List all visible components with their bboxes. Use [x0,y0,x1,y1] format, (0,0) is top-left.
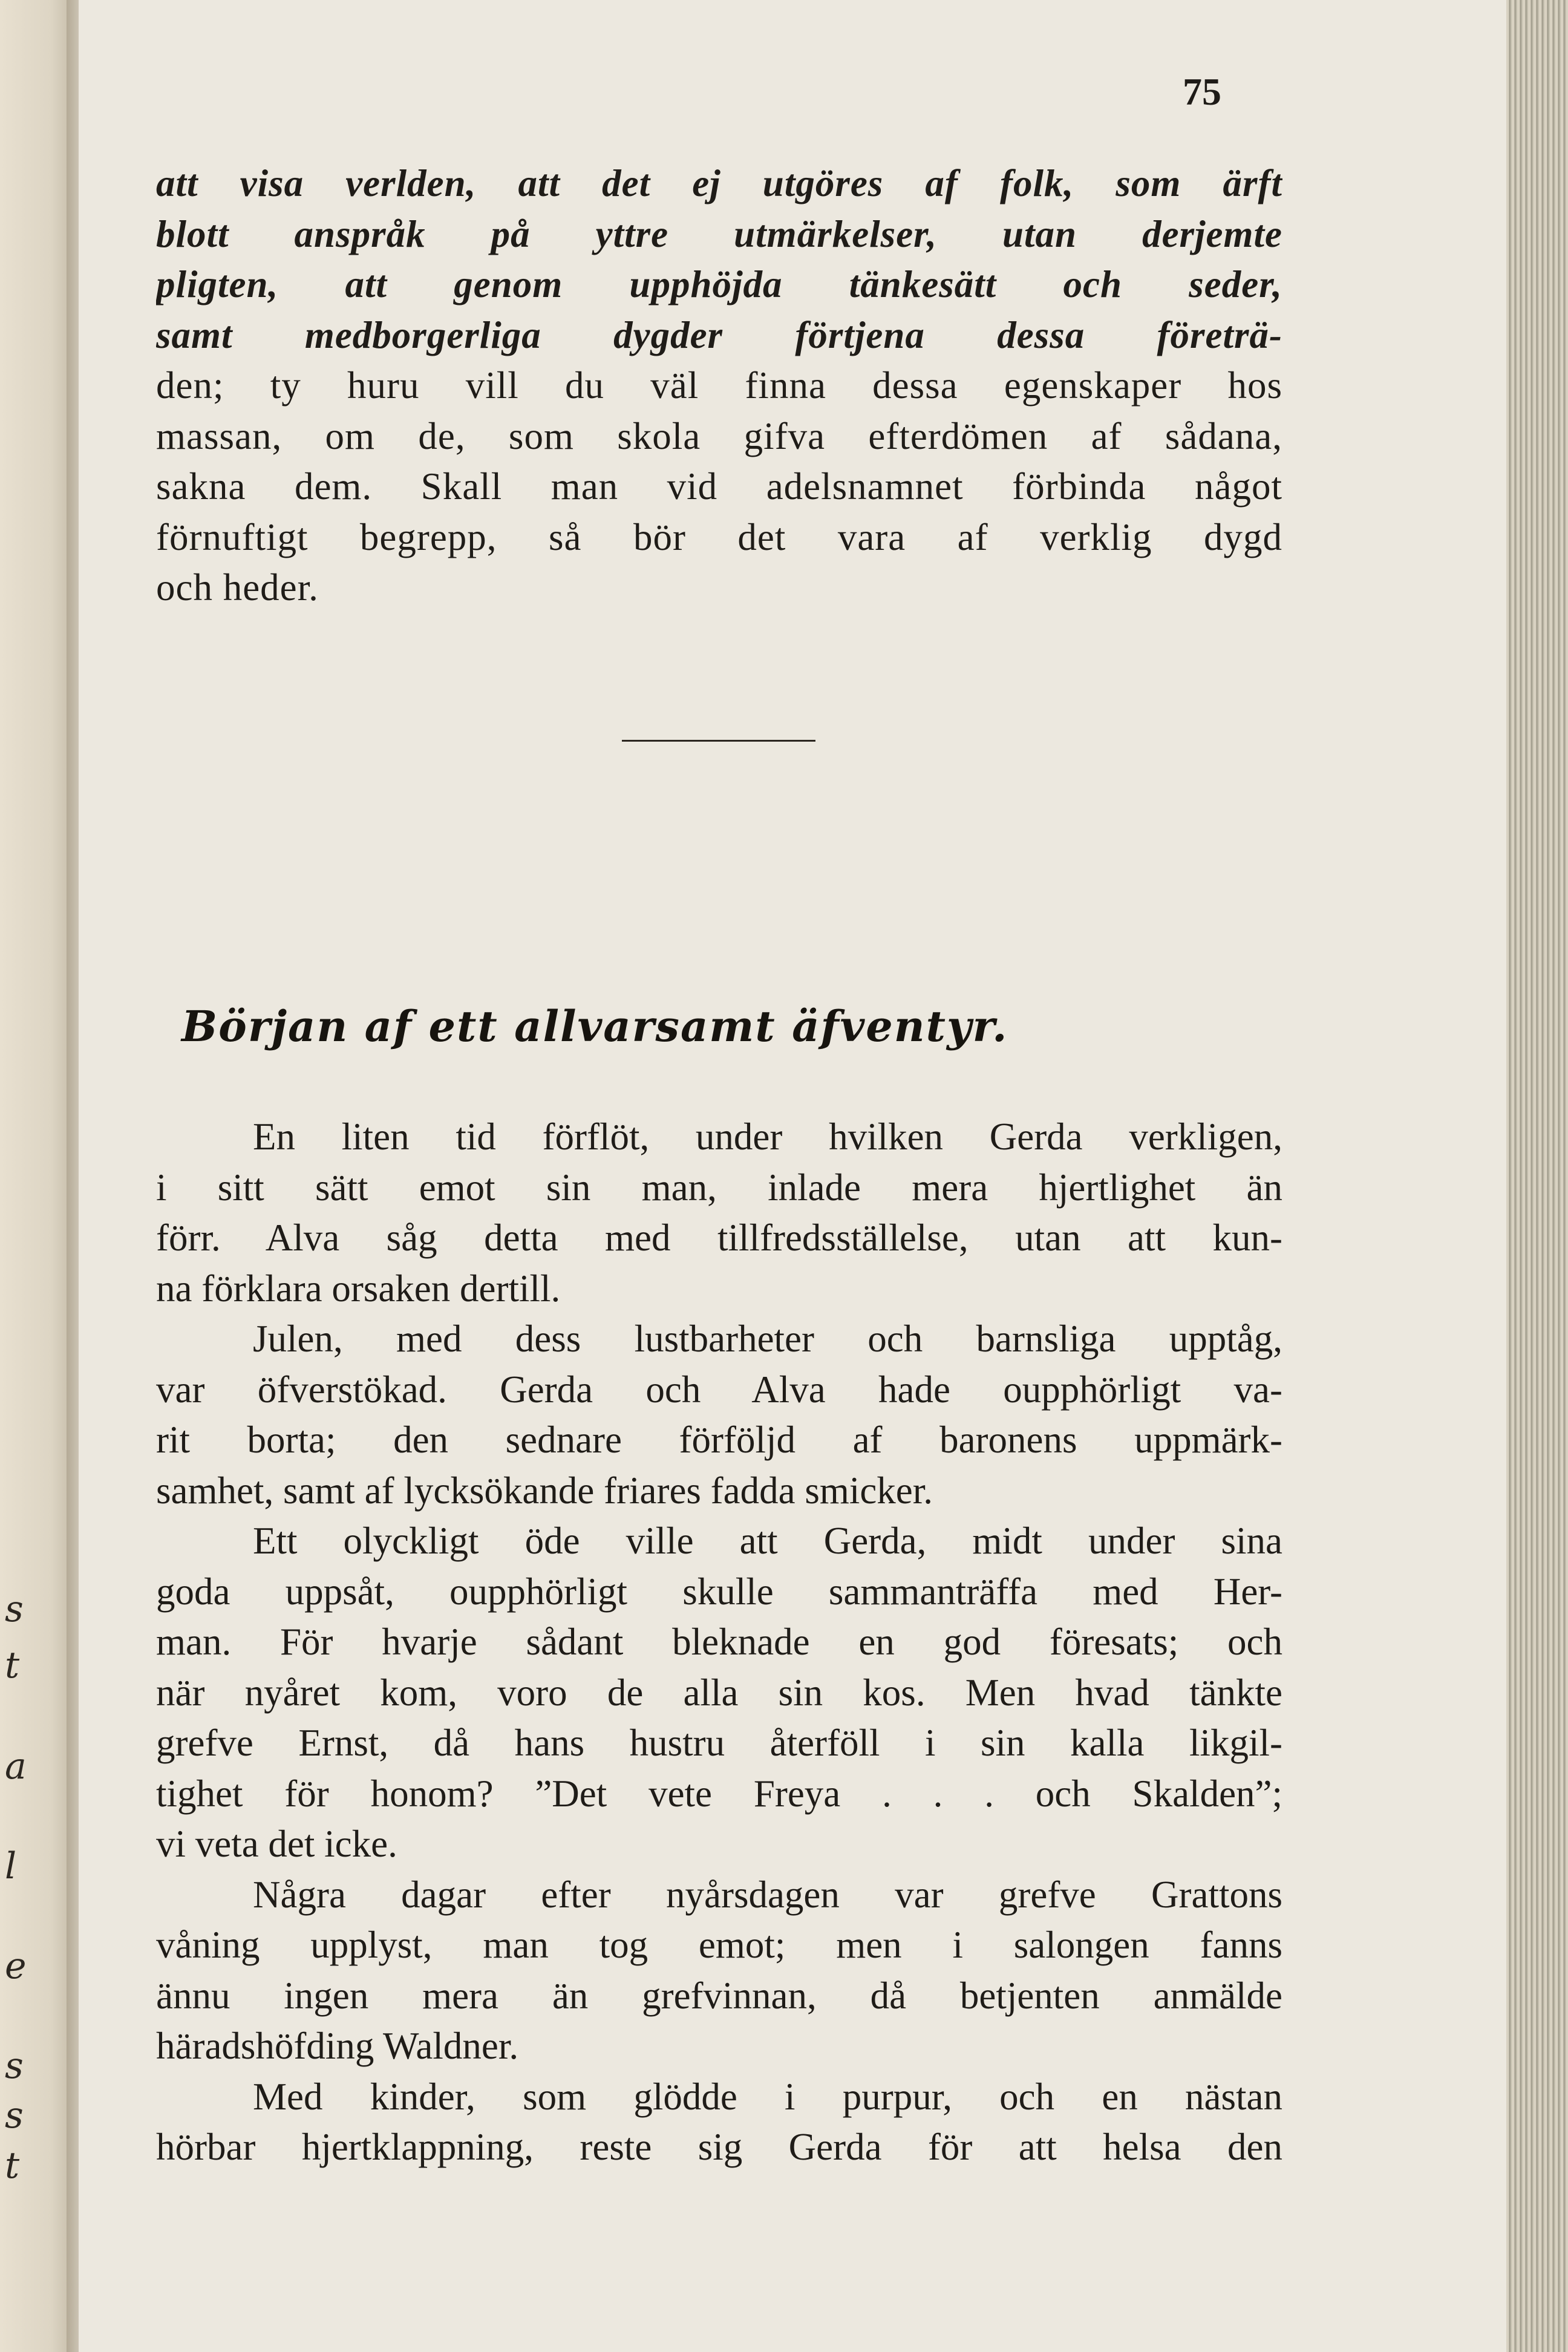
edge-letter: s [5,2045,24,2087]
edge-letter: l [5,1845,17,1887]
text-line: vi veta det icke. [156,1823,397,1865]
text-line: Ett olyckligt öde ville att Gerda, midt under sina [253,1520,1282,1562]
section-divider [622,740,815,742]
text-line: na förklara orsaken dertill. [156,1267,561,1310]
text-line: goda uppsåt, oupphörligt skulle sammanträffa med Her- [156,1570,1282,1613]
body-text [156,1112,1282,2173]
edge-letter: t [5,1644,20,1687]
page-stack-edge [1506,0,1568,2352]
text-line: tighet för honom? ”Det vete Freya . . . och Skalden”; [156,1772,1282,1815]
edge-letter: s [5,1588,24,1630]
text-line: när nyåret kom, voro de alla sin kos. Men hvad tänkte [156,1671,1282,1714]
text-line: grefve Ernst, då hans hustru återföll i sin kalla likgil- [156,1722,1282,1764]
text-line: Några dagar efter nyårsdagen var grefve Grattons [253,1873,1282,1916]
text-line: och heder. [156,566,319,609]
edge-letter: s [5,2094,24,2137]
text-line: förr. Alva såg detta med tillfredsställelse, utan att kun- [156,1217,1282,1259]
edge-letter: a [5,1745,27,1788]
text-line: hörbar hjertklappning, reste sig Gerda för att helsa den [156,2126,1282,2168]
text-line: rit borta; den sednare förföljd af baronens uppmärk- [156,1419,1282,1461]
section-heading: Början af ett allvarsamt äfventyr. [181,1001,1008,1051]
text-line: våning upplyst, man tog emot; men i salongen fanns [156,1924,1282,1966]
text-line: häradshöfding Waldner. [156,2025,519,2067]
text-line: var öfverstökad. Gerda och Alva hade oupphörligt va- [156,1368,1282,1411]
text-line: den; ty huru vill du väl finna dessa egenskaper hos [156,364,1282,407]
text-line: Julen, med dess lustbarheter och barnsliga upptåg, [253,1318,1282,1360]
text-line: En liten tid förflöt, under hvilken Gerda verkligen, [253,1116,1282,1158]
page-number: 75 [1183,70,1221,113]
text-line: i sitt sätt emot sin man, inlade mera hjertlighet än [156,1166,1282,1209]
text-line: sakna dem. Skall man vid adelsnamnet förbinda något [156,465,1282,508]
edge-letter: e [5,1945,27,1987]
text-line: förnuftigt begrepp, så bör det vara af verklig dygd [156,515,1282,558]
text-line: blott anspråk på yttre utmärkelser, utan derjemte [156,212,1282,255]
text-line: samt medborgerliga dygder förtjena dessa företrä- [156,313,1282,356]
text-line: ännu ingen mera än grefvinnan, då betjenten anmälde [156,1974,1282,2017]
text-line: man. För hvarje sådant bleknade en god föresats; och [156,1621,1282,1663]
text-line: pligten, att genom upphöjda tänkesätt och seder, [156,263,1282,305]
edge-letter: t [5,2145,20,2187]
text-line: Med kinder, som glödde i purpur, och en nästan [253,2075,1282,2118]
text-line: massan, om de, som skola gifva efterdömen af sådana, [156,414,1282,457]
text-line: samhet, samt af lycksökande friares fadda smicker. [156,1469,933,1512]
text-line: att visa verlden, att det ej utgöres af folk, som ärft [156,162,1282,204]
left-page-edge [0,0,73,2352]
intro-paragraph [156,158,1282,613]
